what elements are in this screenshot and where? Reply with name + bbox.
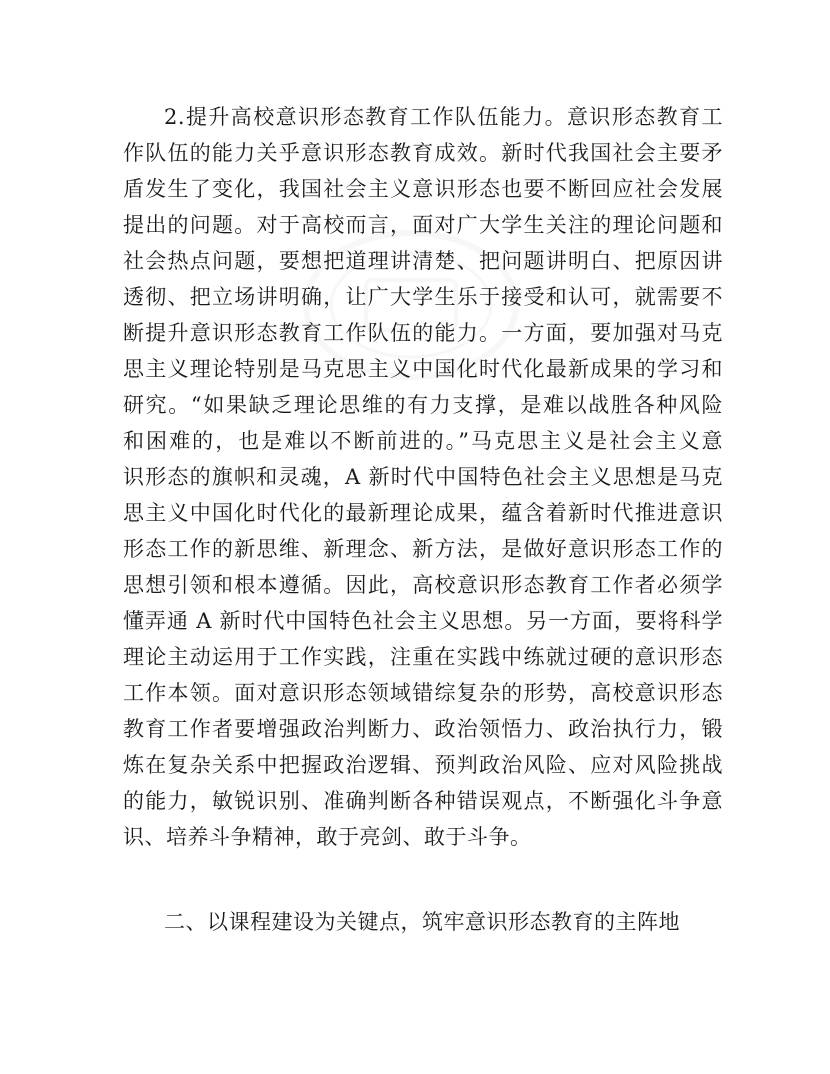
paragraph-line: 识、培养斗争精神，敢于亮剑、敢于斗争。 (123, 825, 532, 849)
paragraph-line: 形态工作的新思维、新理念、新方法，是做好意识形态工作的 (123, 537, 723, 561)
paragraph-line: 的能力，敏锐识别、准确判断各种错误观点，不断强化斗争意 (123, 789, 723, 813)
paragraph-line: 透彻、把立场讲明确，让广大学生乐于接受和认可，就需要不 (123, 285, 723, 309)
paragraph-line: 思主义中国化时代化的最新理论成果，蕴含着新时代推进意识 (123, 501, 723, 525)
paragraph-line: 教育工作者要增强政治判断力、政治领悟力、政治执行力，锻 (123, 717, 723, 741)
paragraph-line: 作队伍的能力关乎意识形态教育成效。新时代我国社会主要矛 (123, 141, 723, 165)
paragraph-line: 社会热点问题，要想把道理讲清楚、把问题讲明白、把原因讲 (123, 249, 723, 273)
paragraph-line: 盾发生了变化，我国社会主义意识形态也要不断回应社会发展 (123, 177, 723, 201)
paragraph-line: 思主义理论特别是马克思主义中国化时代化最新成果的学习和 (123, 357, 723, 381)
paragraph-line: 识形态的旗帜和灵魂，A 新时代中国特色社会主义思想是马克 (123, 465, 723, 489)
paragraph-line: 研究。“如果缺乏理论思维的有力支撑，是难以战胜各种风险 (123, 393, 723, 417)
paragraph-line: 理论主动运用于工作实践，注重在实践中练就过硬的意识形态 (123, 645, 723, 669)
paragraph-line: 工作本领。面对意识形态领域错综复杂的形势，高校意识形态 (123, 681, 723, 705)
section-heading: 二、以课程建设为关键点，筑牢意识形态教育的主阵地 (164, 910, 680, 934)
paragraph-line: 懂弄通 A 新时代中国特色社会主义思想。另一方面，要将科学 (123, 609, 723, 633)
paragraph-line: 和困难的，也是难以不断前进的。”马克思主义是社会主义意 (123, 429, 723, 453)
paragraph-line: 提出的问题。对于高校而言，面对广大学生关注的理论问题和 (123, 213, 723, 237)
paragraph-line: 思想引领和根本遵循。因此，高校意识形态教育工作者必须学 (123, 573, 723, 597)
body-paragraph (123, 99, 723, 855)
paragraph-line: 断提升意识形态教育工作队伍的能力。一方面，要加强对马克 (123, 321, 723, 345)
paragraph-line: 2.提升高校意识形态教育工作队伍能力。意识形态教育工 (164, 105, 723, 129)
paragraph-line: 炼在复杂关系中把握政治逻辑、预判政治风险、应对风险挑战 (123, 753, 723, 777)
